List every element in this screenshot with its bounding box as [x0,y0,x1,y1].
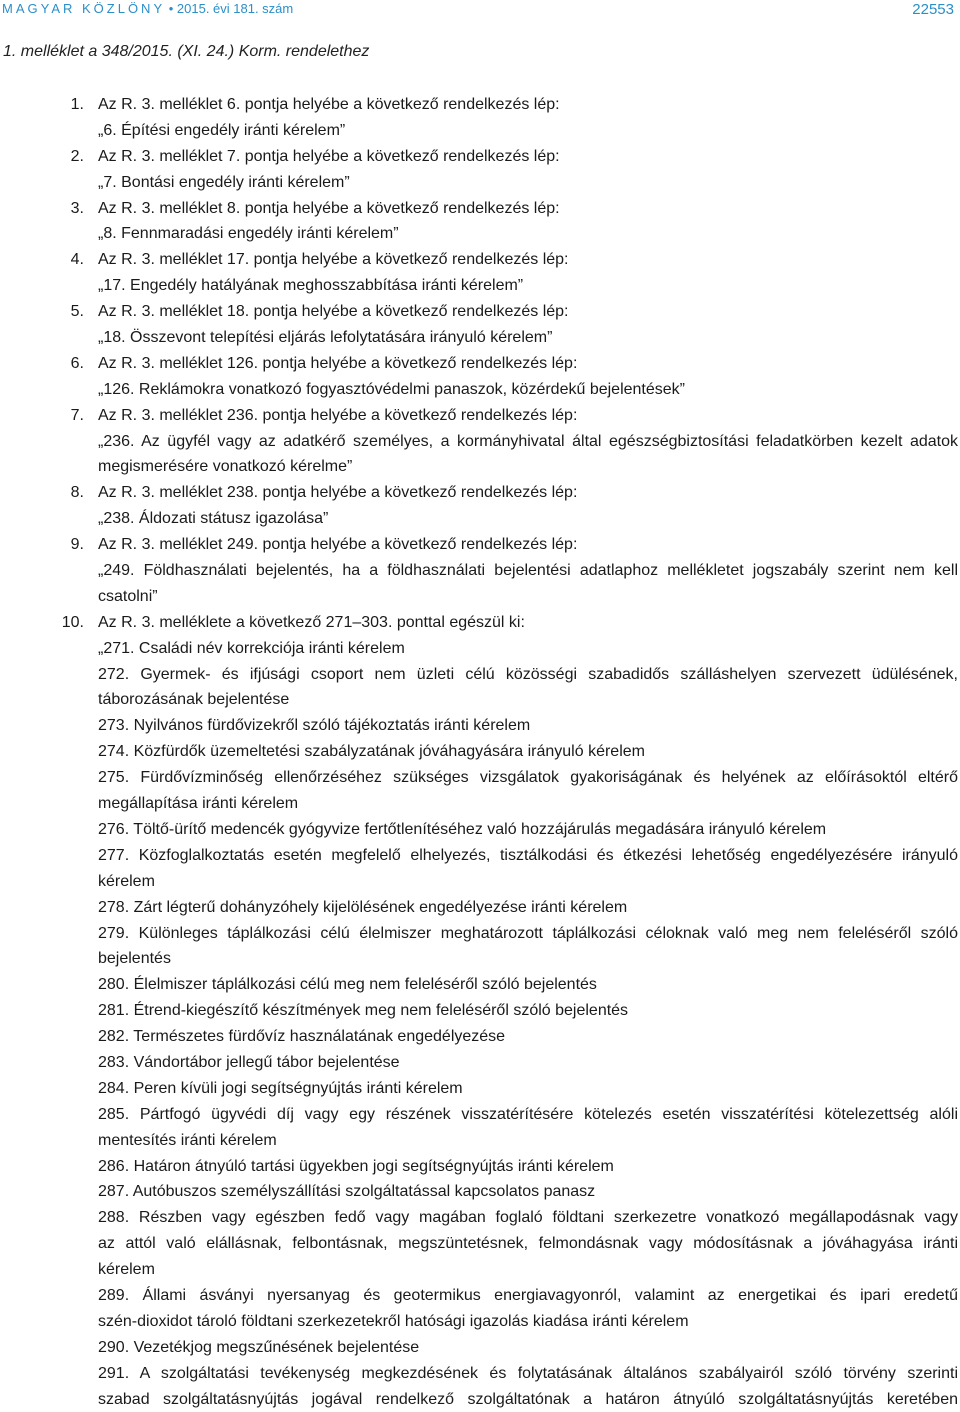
text-line [0,377,960,403]
item-number: 3. [70,199,84,217]
line-text: 285. Pártfogó ügyvédi díj vagy egy részének visszatérítésére kötelezés esetén visszatérítési kötelezettség alóli [98,1105,958,1123]
text-line [0,325,960,351]
item-number: 1. [70,96,84,113]
text-line [0,1050,960,1076]
text-line [0,118,960,144]
text-line [0,636,960,662]
line-text: Az R. 3. melléklet 249. pontja helyébe a következő rendelkezés lép: [98,536,578,554]
line-text: 289. Állami ásványi nyersanyag és geotermikus energiavagyonról, valamint az energetikai és ipari eredetű [98,1286,958,1304]
item-number: 5. [70,303,84,321]
text-line [0,532,960,558]
text-line [0,506,960,532]
line-text: „8. Fennmaradási engedély iránti kérelem” [98,225,399,243]
line-text: 290. Vezetékjog megszűnésének bejelentése [98,1338,420,1356]
text-line [0,196,960,222]
text-line [0,713,960,739]
text-line [0,1283,960,1309]
text-line [0,843,960,869]
text-line [0,1361,960,1387]
text-line [0,1076,960,1102]
line-text: Az R. 3. melléklet 6. pontja helyébe a következő rendelkezés lép: [98,96,560,113]
item-number: 2. [70,147,84,165]
line-text: Az R. 3. melléklet 18. pontja helyébe a következő rendelkezés lép: [98,303,569,321]
line-text: 279. Különleges táplálkozási célú élelmiszer meghatározott táplálkozási céloknak való meg nem feleléséről szóló [98,924,958,942]
text-line [0,1387,960,1412]
text-line [0,739,960,765]
text-line [0,273,960,299]
line-text: 276. Töltő-ürítő medencék gyógyvize fertőtlenítéséhez való hozzájárulás megadására irányuló kérelem [98,820,827,838]
line-text: 274. Közfürdők üzemeltetési szabályzatának jóváhagyására irányuló kérelem [98,743,645,761]
line-text: „6. Építési engedély iránti kérelem” [98,121,346,139]
line-text: „7. Bontási engedély iránti kérelem” [98,173,350,191]
line-text: 288. Részben vagy egészben fedő vagy magában foglaló földtani szerkezetre vonatkozó megállapodásnak vagy [98,1209,958,1227]
line-text: „18. Összevont telepítési eljárás lefolytatására irányuló kérelem” [98,329,553,347]
line-text: szabad szolgáltatásnyújtás jogával rendelkező szolgáltatónak a határon átnyúló szolgáltatásnyújtás keretében [98,1390,958,1408]
line-text: az attól való elállásnak, felbontásnak, megszüntetésnek, felmondásnak vagy módosításnak a jóváhagyása iránti [98,1235,958,1253]
text-line [0,429,960,455]
text-line [0,403,960,429]
page-number: 22553 [912,1,954,18]
line-text: Az R. 3. melléklet 126. pontja helyébe a következő rendelkezés lép: [98,354,578,372]
publication-masthead [2,1,293,16]
text-line [0,221,960,247]
line-text: Az R. 3. melléklet 8. pontja helyébe a következő rendelkezés lép: [98,199,560,217]
line-text: mentesítés iránti kérelem [98,1131,277,1149]
line-text: 291. A szolgáltatási tevékenység megkezdésének és folytatásának általános szabályairól szóló törvény szerinti [98,1364,958,1382]
text-line [0,1335,960,1361]
text-line [0,765,960,791]
line-text: Az R. 3. melléklet 17. pontja helyébe a következő rendelkezés lép: [98,251,569,269]
line-text: „271. Családi név korrekciója iránti kérelem [98,639,405,657]
text-line [0,895,960,921]
text-line [0,351,960,377]
line-text: 273. Nyilvános fürdővizekről szóló tájékoztatás iránti kérelem [98,717,531,735]
text-line [0,610,960,636]
line-text: Az R. 3. melléklet 238. pontja helyébe a következő rendelkezés lép: [98,484,578,502]
line-text: „126. Reklámokra vonatkozó fogyasztóvédelmi panaszok, közérdekű bejelentések” [98,380,685,398]
line-text: 286. Határon átnyúló tartási ügyekben jogi segítségnyújtás iránti kérelem [98,1157,614,1175]
masthead-title: MAGYAR KÖZLÖNY [2,1,166,16]
text-line [0,946,960,972]
text-line [0,1309,960,1335]
text-line [0,921,960,947]
text-line [0,1179,960,1205]
text-line [0,299,960,325]
line-text: 284. Peren kívüli jogi segítségnyújtás iránti kérelem [98,1079,463,1097]
text-line [0,1128,960,1154]
document-body [0,92,960,1412]
line-text: Az R. 3. melléklete a következő 271–303. ponttal egészül ki: [98,613,525,631]
line-text: megállapítása iránti kérelem [98,795,299,813]
line-text: 282. Természetes fürdővíz használatának engedélyezése [98,1028,506,1046]
item-number: 9. [70,536,84,554]
text-line [0,662,960,688]
text-line [0,1257,960,1283]
item-number: 6. [70,354,84,372]
text-line [0,247,960,273]
line-text: kérelem [98,1261,155,1279]
line-text: csatolni” [98,587,158,605]
text-line [0,1154,960,1180]
page-header [0,0,960,30]
text-line [0,480,960,506]
line-text: „17. Engedély hatályának meghosszabbítása iránti kérelem” [98,277,524,295]
line-text: 283. Vándortábor jellegű tábor bejelentése [98,1053,400,1071]
line-text: szén-dioxidot tároló földtani szerkezetekről hatósági igazolás kiadása iránti kérelem [98,1312,689,1330]
line-text: 281. Étrend-kiegészítő készítmények meg nem feleléséről szóló bejelentés [98,1002,629,1020]
text-line [0,558,960,584]
text-line [0,687,960,713]
line-text: 277. Közfoglalkoztatás esetén megfelelő elhelyezés, tisztálkodási és étkezési lehetőség engedélyezésére irányuló [98,846,958,864]
line-text: bejelentés [98,950,171,968]
line-text: 275. Fürdővízminőség ellenőrzéséhez szükséges vizsgálatok gyakoriságának és helyének az előírásoktól eltérő [98,769,958,787]
text-line [0,454,960,480]
line-text: 287. Autóbuszos személyszállítási szolgáltatással kapcsolatos panasz [98,1183,596,1201]
line-text: Az R. 3. melléklet 7. pontja helyébe a következő rendelkezés lép: [98,147,560,165]
line-text: „238. Áldozati státusz igazolása” [98,510,329,528]
line-text: táborozásának bejelentése [98,691,290,709]
text-line [0,1231,960,1257]
line-text: 272. Gyermek- és ifjúsági csoport nem üzleti célú közösségi szabadidős szálláshelyen szervezett üdülésének, [98,665,958,683]
text-line [0,791,960,817]
text-line [0,1205,960,1231]
item-number: 4. [70,251,84,269]
text-line [0,170,960,196]
item-number: 7. [70,406,84,424]
annex-title: 1. melléklet a 348/2015. (XI. 24.) Korm. rendelethez [3,43,370,60]
item-number: 10. [61,613,84,631]
text-line [0,584,960,610]
text-line [0,817,960,843]
item-number: 8. [70,484,84,502]
line-text: 278. Zárt légterű dohányzóhely kijelölésének engedélyezése iránti kérelem [98,898,628,916]
line-text: 280. Élelmiszer táplálkozási célú meg nem feleléséről szóló bejelentés [98,976,597,994]
text-line [0,869,960,895]
text-line [0,972,960,998]
text-line [0,144,960,170]
line-text: megismerésére vonatkozó kérelme” [98,458,353,476]
masthead-issue: • 2015. évi 181. szám [165,1,294,16]
text-line [0,998,960,1024]
line-text: kérelem [98,872,155,890]
line-text: „236. Az ügyfél vagy az adatkérő személyes, a kormányhivatal által egészségbiztosítási feladatkörben kezelt adatok [98,432,958,450]
line-text: „249. Földhasználati bejelentés, ha a földhasználati bejelentési adatlaphoz mellékletet jogszabály szerint nem kell [98,562,958,580]
text-line [0,1024,960,1050]
text-line [0,92,960,118]
line-text: Az R. 3. melléklet 236. pontja helyébe a következő rendelkezés lép: [98,406,578,424]
text-line [0,1102,960,1128]
